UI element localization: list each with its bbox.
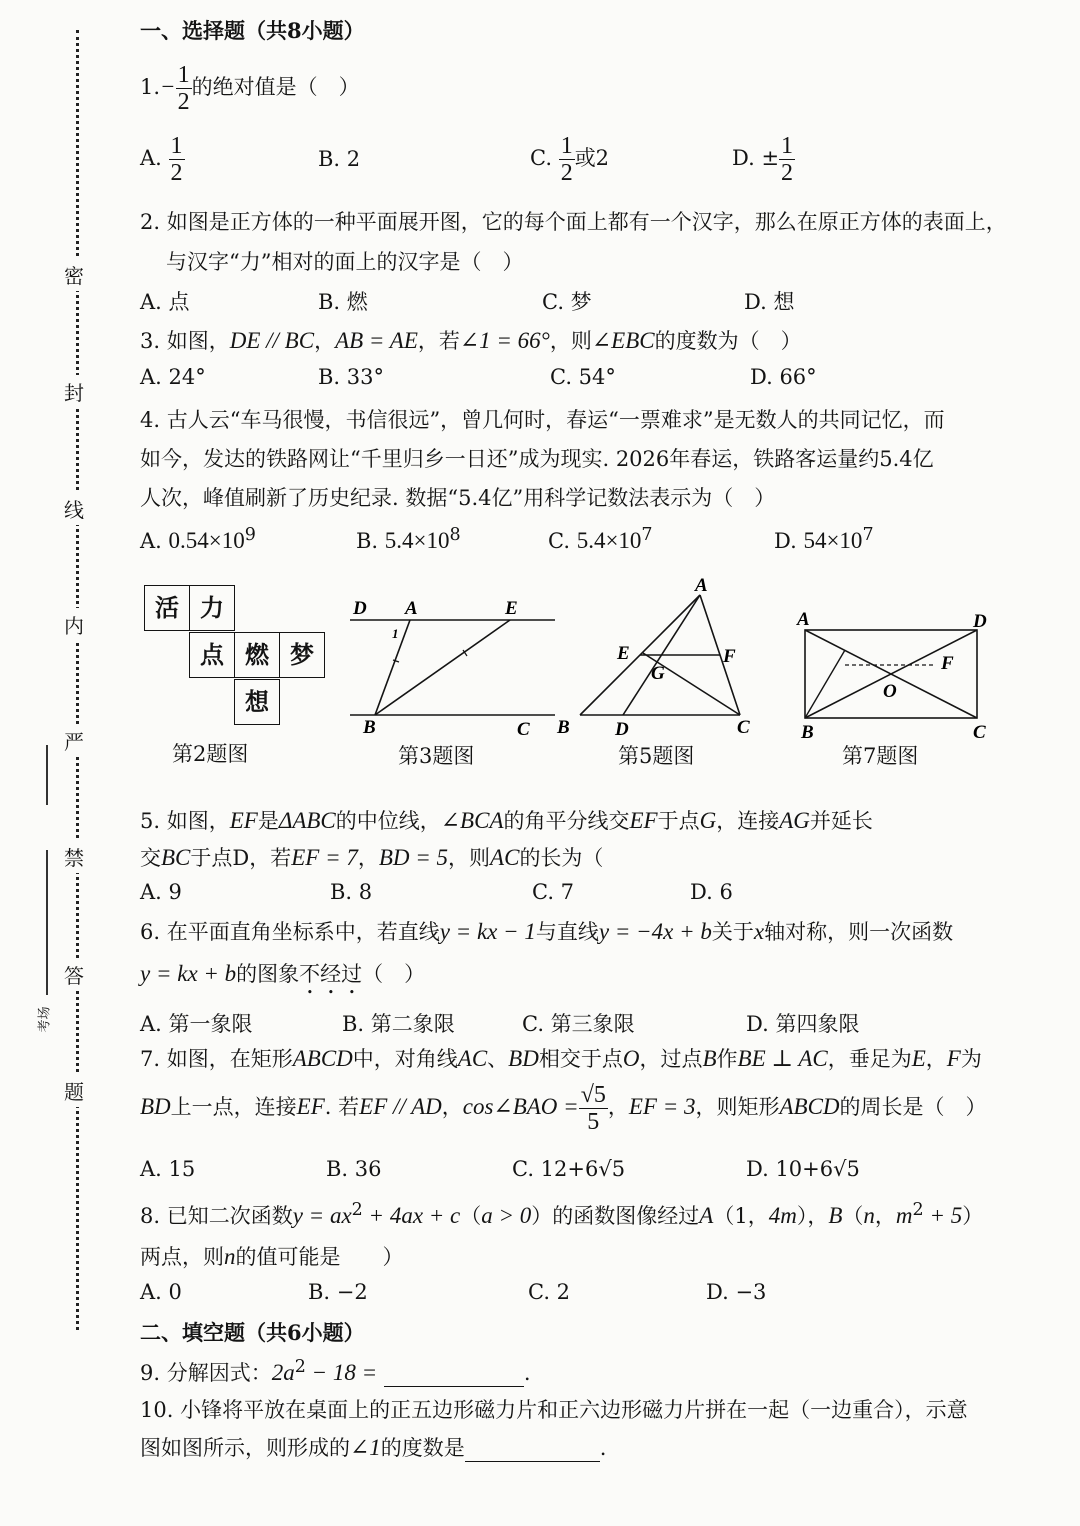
- q7-l2-d: ，: [607, 1095, 629, 1119]
- q5-l2-bd: BD = 5: [378, 845, 449, 870]
- fig3-label-1: 1: [392, 626, 399, 641]
- q8-math-m: m: [895, 1203, 913, 1228]
- net-cell-xiang: 想: [234, 679, 280, 725]
- q7-text-b: 中，对角线: [352, 1047, 458, 1071]
- q4-d-base: 54×10: [803, 528, 863, 553]
- q6-l2-b: （ ）: [362, 962, 426, 986]
- q8-math-3: a > 0: [481, 1203, 532, 1228]
- q9-sup: 2: [294, 1357, 306, 1377]
- q5-line2: [140, 842, 603, 872]
- q5-math-ef2: EF: [629, 808, 658, 833]
- q8-option-a[interactable]: A. 0: [140, 1280, 182, 1304]
- fig5-label-d: D: [615, 719, 629, 740]
- q7-math-abcd: ABCD: [292, 1046, 353, 1071]
- q1-d-label: D. ±: [732, 146, 780, 170]
- q7-l2-ef3: EF = 3: [628, 1094, 696, 1119]
- q5-text-g: 并延长: [809, 809, 873, 833]
- q3-mid: ，若: [417, 329, 460, 353]
- q3-math-3: ∠1 = 66°: [459, 328, 550, 353]
- net-cell-meng: 梦: [279, 632, 325, 678]
- q3-option-c[interactable]: C. 54°: [550, 365, 616, 389]
- q7-option-a[interactable]: A. 15: [140, 1157, 196, 1181]
- q1-options: [140, 133, 1040, 186]
- q4-b-exp: 8: [449, 525, 461, 545]
- q8-l2-n: n: [224, 1244, 236, 1269]
- q8-option-d[interactable]: D. −3: [706, 1280, 767, 1304]
- q7-l2-bd: BD: [140, 1094, 171, 1119]
- q1-num: 1: [177, 62, 190, 88]
- q2-option-b[interactable]: B. 燃: [318, 290, 368, 314]
- q7-frac-den: 5: [587, 1109, 600, 1135]
- q5-l2-e: 的长为（: [519, 846, 604, 870]
- q3-math-1: DE // BC: [229, 328, 315, 353]
- q5-text-a: 5. 如图，: [140, 809, 230, 833]
- q2-line1: 2. 如图是正方体的一种平面展开图，它的每个面上都有一个汉字，那么在原正方体的表面上，: [140, 210, 1007, 234]
- q5-line1: [140, 805, 873, 835]
- q10-l2-b: 的度数是: [380, 1436, 465, 1460]
- q10-l2-a: 图如图所示，则形成的: [140, 1436, 350, 1460]
- q1-d-den: 2: [781, 160, 794, 186]
- q8-math-b: B: [828, 1203, 843, 1228]
- q7-text-d: 相交于点: [538, 1047, 623, 1071]
- q2-option-a[interactable]: A. 点: [140, 290, 190, 314]
- question-3: [140, 325, 802, 355]
- q10-answer-blank[interactable]: [465, 1441, 600, 1462]
- fig5-label-c: C: [737, 717, 750, 738]
- q7-option-d[interactable]: D. 10+6√5: [746, 1157, 860, 1181]
- q8-math-5: + 5: [923, 1203, 963, 1228]
- q8-text-c: ）的函数图像经过: [531, 1204, 700, 1228]
- q7-text-e: ，过点: [639, 1047, 703, 1071]
- q1-a-label: A.: [140, 146, 162, 170]
- q10-line1: 10. 小锋将平放在桌面上的正五边形磁力片和正六边形磁力片拼在一起（一边重合），示意: [140, 1398, 968, 1422]
- q3-math-4: ∠EBC: [591, 328, 655, 353]
- q7-option-b[interactable]: B. 36: [326, 1157, 382, 1181]
- q6-l2-a: 的图象: [236, 962, 300, 986]
- net-cell-huo: 活: [144, 585, 190, 631]
- fig7-label-b: B: [801, 722, 814, 743]
- q8-l2-a: 两点，则: [140, 1245, 224, 1269]
- q7-l2-e: ，则矩形: [695, 1095, 780, 1119]
- q1-a-num: 1: [170, 133, 183, 159]
- q6-text-d: 轴对称，则一次函数: [764, 920, 954, 944]
- seal-char-5: 严: [64, 724, 84, 757]
- q1-prefix: 1.: [140, 75, 161, 99]
- q7-math-be: BE ⊥ AC: [737, 1046, 828, 1071]
- seal-char-6: 禁: [64, 840, 84, 873]
- seal-char-1: 密: [64, 258, 84, 291]
- q5-math-g: G: [699, 808, 717, 833]
- q8-text-e: ），: [796, 1204, 829, 1228]
- figure-2-caption: 第2题图: [172, 742, 249, 766]
- q1-option-a[interactable]: [140, 133, 185, 186]
- seal-char-3: 线: [64, 492, 84, 525]
- q5-text-f: ，连接: [716, 809, 780, 833]
- q4-a-exp: 9: [244, 525, 256, 545]
- q6-option-a[interactable]: A. 第一象限: [140, 1012, 253, 1036]
- q8-text-g: ，: [874, 1204, 896, 1228]
- q1-c-suffix: 或2: [574, 146, 610, 170]
- fig5-label-f: F: [723, 646, 736, 667]
- q4-line1: 4. 古人云“车马很慢，书信很远”，曾几何时，春运“一票难求”是无数人的共同记忆，而: [140, 408, 945, 432]
- q2-option-d[interactable]: D. 想: [744, 290, 795, 314]
- fig7-label-f: F: [941, 653, 954, 674]
- q6-text-a: 6. 在平面直角坐标系中，若直线: [140, 920, 440, 944]
- q3-tail: ，则: [549, 329, 592, 353]
- section-1-title: 一、选择题（共8小题）: [140, 18, 365, 43]
- section-2-title: 二、填空题（共6小题）: [140, 1320, 365, 1345]
- figure-5: [555, 575, 770, 740]
- figure-3-caption: 第3题图: [398, 744, 475, 768]
- q7-math-b: B: [702, 1046, 717, 1071]
- net-cell-li: 力: [189, 585, 235, 631]
- q5-l2-c: ，: [357, 846, 379, 870]
- q5-math-bca: ∠BCA: [440, 808, 504, 833]
- q8-option-b[interactable]: B. −2: [308, 1280, 368, 1304]
- q6-math-1: y = kx − 1: [439, 919, 536, 944]
- q8-math-1: y = ax: [292, 1203, 352, 1228]
- q5-l2-b: 于点D，若: [190, 846, 292, 870]
- q1-neg: −: [160, 74, 176, 99]
- q2-option-c[interactable]: C. 梦: [542, 290, 592, 314]
- q7-l2-b: . 若: [324, 1095, 360, 1119]
- question-9: [140, 1357, 531, 1387]
- q1-fraction: [176, 62, 192, 115]
- fig7-label-o: O: [883, 681, 897, 702]
- net-cell-ran: 燃: [234, 632, 280, 678]
- q1-c-label: C.: [530, 146, 552, 170]
- q8-text-d: （1，: [713, 1204, 769, 1228]
- q8-options: [140, 1280, 1040, 1320]
- q5-option-a[interactable]: A. 9: [140, 880, 182, 904]
- q8-math-n: n: [863, 1203, 875, 1228]
- q3-prefix: 3. 如图，: [140, 329, 230, 353]
- fig3-label-b: B: [363, 717, 376, 738]
- q4-a-base: 0.54×10: [168, 528, 245, 553]
- q6-option-c[interactable]: C. 第三象限: [522, 1012, 635, 1036]
- net-cell-dian: 点: [189, 632, 235, 678]
- q9-end: .: [523, 1361, 531, 1385]
- q6-math-2: y = −4x + b: [598, 919, 712, 944]
- q5-math-ag: AG: [779, 808, 810, 833]
- q7-frac-num: √5: [580, 1082, 606, 1108]
- q4-option-d[interactable]: [774, 525, 874, 554]
- q10-l2-angle: ∠1: [350, 1435, 381, 1460]
- figure-5-caption: 第5题图: [618, 744, 695, 768]
- seat-label: 考场: [37, 1006, 53, 1033]
- q6-line2: [140, 958, 425, 999]
- q6-text-b: 与直线: [535, 920, 599, 944]
- q4-c-label: C.: [548, 529, 570, 553]
- q1-c-num: 1: [560, 133, 573, 159]
- q7-math-o: O: [622, 1046, 640, 1071]
- q4-option-c[interactable]: [548, 525, 653, 554]
- q5-math-ef: EF: [229, 808, 258, 833]
- margin-rule-1: [46, 745, 48, 805]
- q6-options: [140, 1008, 1040, 1048]
- figure-7: [795, 605, 1005, 745]
- q5-option-b[interactable]: B. 8: [330, 880, 373, 904]
- q3-option-b[interactable]: B. 33°: [318, 365, 385, 389]
- q3-option-d[interactable]: D. 66°: [750, 365, 817, 389]
- q1-den: 2: [177, 89, 190, 115]
- seal-char-8: 题: [64, 1074, 84, 1107]
- q7-math-f: F: [946, 1046, 961, 1071]
- q4-line3: 人次，峰值刷新了历史纪录. 数据“5.4亿”用科学记数法表示为（ ）: [140, 486, 776, 510]
- q9-answer-blank[interactable]: [384, 1366, 524, 1387]
- q1-a-frac: [169, 133, 185, 186]
- q1-d-num: 1: [781, 133, 794, 159]
- q4-d-label: D.: [774, 529, 797, 553]
- seal-char-7: 答: [64, 958, 84, 991]
- q2-options: [140, 286, 1040, 326]
- fig7-label-d: D: [973, 611, 987, 632]
- question-1: [140, 62, 360, 115]
- q6-math-x: x: [753, 919, 765, 944]
- q7-l2-ef: EF: [296, 1094, 325, 1119]
- q5-text-b: 是: [257, 809, 279, 833]
- q4-c-base: 5.4×10: [576, 528, 642, 553]
- q8-math-2: + 4ax + c: [362, 1203, 461, 1228]
- q5-l2-ef: EF = 7: [291, 845, 358, 870]
- q7-fraction: [579, 1082, 608, 1135]
- q10-end: .: [599, 1436, 607, 1460]
- q8-line1: [140, 1200, 983, 1230]
- q7-text-h: ，: [925, 1047, 947, 1071]
- q7-l2-f: 的周长是（ ）: [839, 1095, 987, 1119]
- q5-option-d[interactable]: D. 6: [690, 880, 733, 904]
- q7-text-c: 、: [487, 1047, 509, 1071]
- q8-sup-2: 2: [912, 1200, 924, 1220]
- seal-dotted-line: [76, 30, 79, 1330]
- q8-line2: [140, 1241, 404, 1271]
- q4-line2: 如今，发达的铁路网让“千里归乡一日还”成为现实. 2026年春运，铁路客运量约5.4亿: [140, 447, 934, 471]
- fig3-label-d: D: [353, 598, 367, 619]
- fig5-label-g: G: [651, 663, 665, 684]
- q7-text-a: 7. 如图，在矩形: [140, 1047, 293, 1071]
- q8-text-h: ）: [962, 1204, 984, 1228]
- q8-math-4m: 4m: [768, 1203, 797, 1228]
- q3-options: [140, 365, 1040, 405]
- figure-2-cube-net: [144, 585, 334, 725]
- figure-7-caption: 第7题图: [842, 744, 919, 768]
- q1-d-frac: [779, 133, 795, 186]
- margin-rule-2: [46, 850, 48, 995]
- q5-l2-a: 交: [140, 846, 161, 870]
- q7-l2-cos: cos∠BAO =: [462, 1094, 579, 1119]
- q5-l2-ac: AC: [490, 845, 520, 870]
- q4-b-base: 5.4×10: [384, 528, 450, 553]
- fig5-label-e: E: [617, 643, 630, 664]
- q7-l2-a: 上一点，连接: [170, 1095, 297, 1119]
- q4-b-label: B.: [356, 529, 379, 553]
- q7-option-c[interactable]: C. 12+6√5: [512, 1157, 626, 1181]
- q6-emphasis: 不经过: [299, 962, 363, 986]
- q7-math-bd: BD: [508, 1046, 539, 1071]
- q7-math-ac: AC: [457, 1046, 488, 1071]
- q1-option-b[interactable]: B. 2: [318, 147, 361, 171]
- q9-math-2: − 18 =: [305, 1360, 378, 1385]
- q8-sup-1: 2: [351, 1200, 363, 1220]
- q4-d-exp: 7: [862, 525, 874, 545]
- seal-margin: [0, 0, 120, 1526]
- q1-a-den: 2: [170, 160, 183, 186]
- q5-text-d: 的角平分线交: [503, 809, 630, 833]
- q1-option-c[interactable]: [530, 133, 609, 186]
- q8-math-a: A: [699, 1203, 714, 1228]
- q7-text-i: 为: [960, 1047, 982, 1071]
- q7-math-e: E: [911, 1046, 926, 1071]
- q7-line2: [140, 1082, 987, 1135]
- q10-line2: [140, 1432, 606, 1462]
- q5-math-abc: ΔABC: [278, 808, 336, 833]
- q3-sep1: ，: [314, 329, 336, 353]
- fig5-label-a: A: [695, 575, 708, 596]
- q7-l2-efad: EF // AD: [359, 1094, 442, 1119]
- q1-text: 的绝对值是（ ）: [191, 75, 360, 99]
- fig3-label-e: E: [505, 598, 518, 619]
- q7-l2-c: ，: [441, 1095, 463, 1119]
- seal-char-2: 封: [64, 375, 84, 408]
- q6-line1: [140, 916, 953, 946]
- q5-options: [140, 880, 1040, 920]
- q2-line2: 与汉字“力”相对的面上的汉字是（ ）: [166, 250, 524, 274]
- figure-3: [345, 590, 560, 740]
- q3-math-2: AB = AE: [335, 328, 418, 353]
- q9-math-1: 2a: [271, 1360, 295, 1385]
- q5-option-c[interactable]: C. 7: [532, 880, 575, 904]
- q6-option-b[interactable]: B. 第二象限: [342, 1012, 455, 1036]
- q5-text-e: 于点: [657, 809, 700, 833]
- q6-math-3: y = kx + b: [140, 961, 237, 986]
- q7-line1: [140, 1043, 982, 1073]
- q7-options: [140, 1157, 1040, 1197]
- q1-c-den: 2: [560, 160, 573, 186]
- fig7-label-a: A: [797, 609, 810, 630]
- fig3-label-a: A: [405, 598, 418, 619]
- q4-a-label: A.: [140, 529, 162, 553]
- q6-text-c: 关于: [711, 920, 754, 944]
- q9-text: 9. 分解因式：: [140, 1361, 272, 1385]
- q4-c-exp: 7: [641, 525, 653, 545]
- q4-option-b[interactable]: [356, 525, 461, 554]
- q4-options: [140, 525, 1040, 565]
- q5-l2-d: ，则: [448, 846, 491, 870]
- q1-option-d[interactable]: [732, 133, 795, 186]
- q3-end: 的度数为（ ）: [654, 329, 802, 353]
- q7-l2-abcd: ABCD: [779, 1094, 840, 1119]
- q8-text-f: （: [842, 1204, 864, 1228]
- fig7-label-c: C: [973, 722, 986, 743]
- q6-option-d[interactable]: D. 第四象限: [746, 1012, 860, 1036]
- q5-l2-bc: BC: [161, 845, 191, 870]
- q8-text-b: （: [460, 1204, 482, 1228]
- q7-text-g: ，垂足为: [827, 1047, 912, 1071]
- q8-option-c[interactable]: C. 2: [528, 1280, 571, 1304]
- q4-option-a[interactable]: [140, 525, 256, 554]
- fig3-label-c: C: [517, 719, 530, 740]
- q5-text-c: 的中位线，: [335, 809, 441, 833]
- seal-char-4: 内: [64, 608, 84, 641]
- q7-text-f: 作: [716, 1047, 738, 1071]
- q8-l2-b: 的值可能是 ）: [235, 1245, 404, 1269]
- q8-text-a: 8. 已知二次函数: [140, 1204, 293, 1228]
- fig5-label-b: B: [557, 717, 570, 738]
- q1-c-frac: [559, 133, 575, 186]
- q3-option-a[interactable]: A. 24°: [140, 365, 206, 389]
